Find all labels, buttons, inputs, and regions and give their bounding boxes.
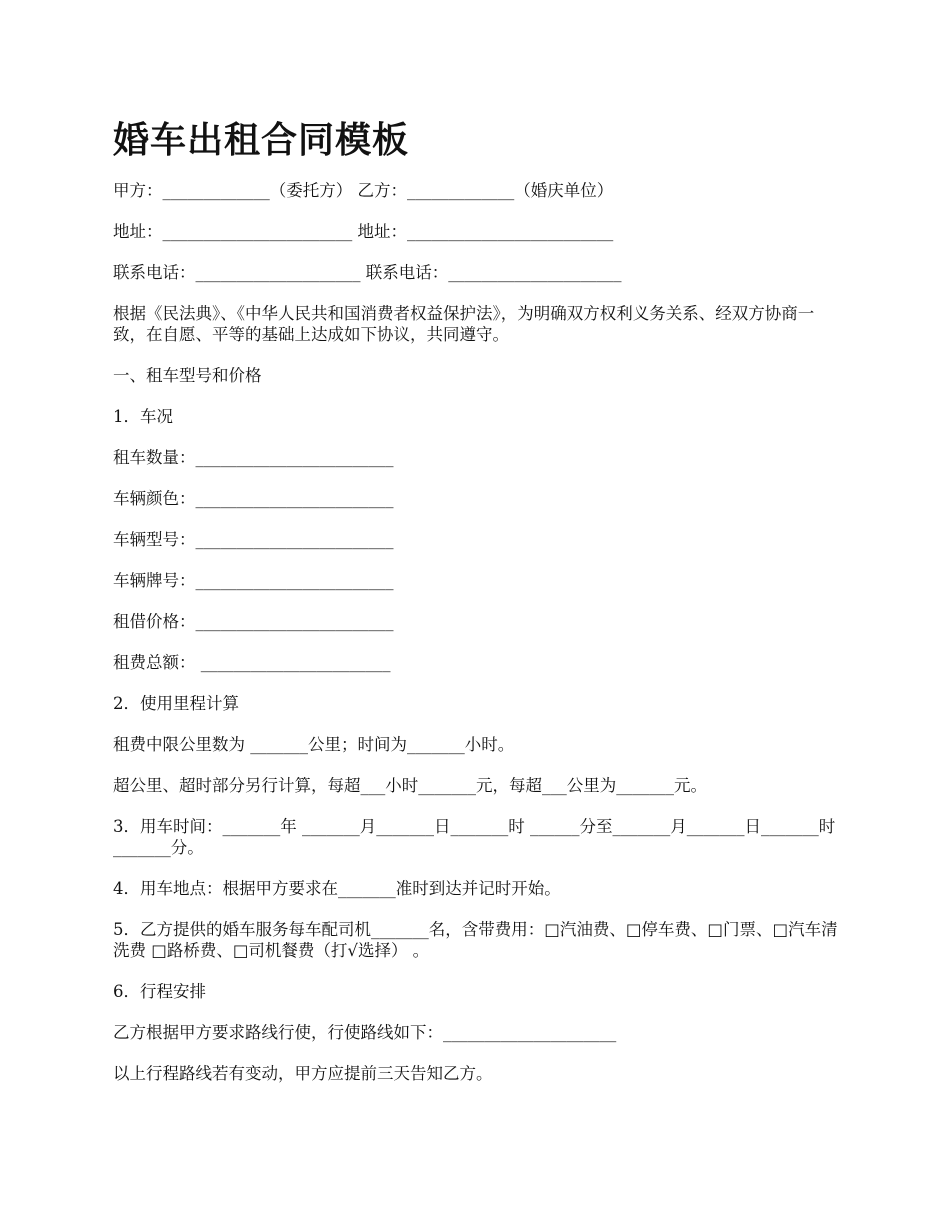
route-change-line: 以上行程路线若有变动，甲方应提前三天告知乙方。	[113, 1064, 493, 1083]
document-body	[113, 180, 843, 1104]
subsection-heading: 6．行程安排	[113, 982, 206, 1001]
phone-line: 联系电话：____________________ 联系电话：_____________________	[113, 263, 622, 282]
mileage-limit-line: 租费中限公里数为 _______公里；时间为_______小时。	[113, 735, 515, 754]
route-line: 乙方根据甲方要求路线行使，行使路线如下：_____________________	[113, 1023, 617, 1042]
field-total-fee: 租费总额： _______________________	[113, 653, 391, 672]
subsection-heading: 2．使用里程计算	[113, 694, 239, 713]
field-license-plate: 车辆牌号：________________________	[113, 571, 394, 590]
driver-fees-line: 5．乙方提供的婚车服务每车配司机_______名，含带费用：□汽油费、□停车费、□门票、□汽车清洗费 □路桥费、□司机餐费（打√选择） 。	[113, 920, 838, 960]
subsection-heading: 1．车况	[113, 407, 173, 426]
overage-line: 超公里、超时部分另行计算，每超___小时_______元，每超___公里为_______元。	[113, 776, 707, 795]
preamble-paragraph: 根据《民法典》、《中华人民共和国消费者权益保护法》，为明确双方权利义务关系、经双方协商一致，在自愿、平等的基础上达成如下协议，共同遵守。	[113, 304, 815, 344]
field-vehicle-model: 车辆型号：________________________	[113, 530, 394, 549]
usage-time-line: 3．用车时间：_______年 _______月_______日_______时 ______分至_______月_______日_______时_______分。	[113, 817, 836, 857]
usage-location-line: 4．用车地点：根据甲方要求在_______准时到达并记时开始。	[113, 879, 561, 898]
section-heading: 一、租车型号和价格	[113, 366, 262, 385]
field-vehicle-color: 车辆颜色：________________________	[113, 489, 394, 508]
party-line: 甲方：_____________（委托方） 乙方：_____________（婚庆单位）	[113, 181, 614, 200]
address-line: 地址：_______________________ 地址：_________________________	[113, 222, 614, 241]
field-rental-price: 租借价格：________________________	[113, 612, 394, 631]
document-title: 婚车出租合同模板	[113, 120, 410, 161]
field-rental-quantity: 租车数量：________________________	[113, 448, 394, 467]
